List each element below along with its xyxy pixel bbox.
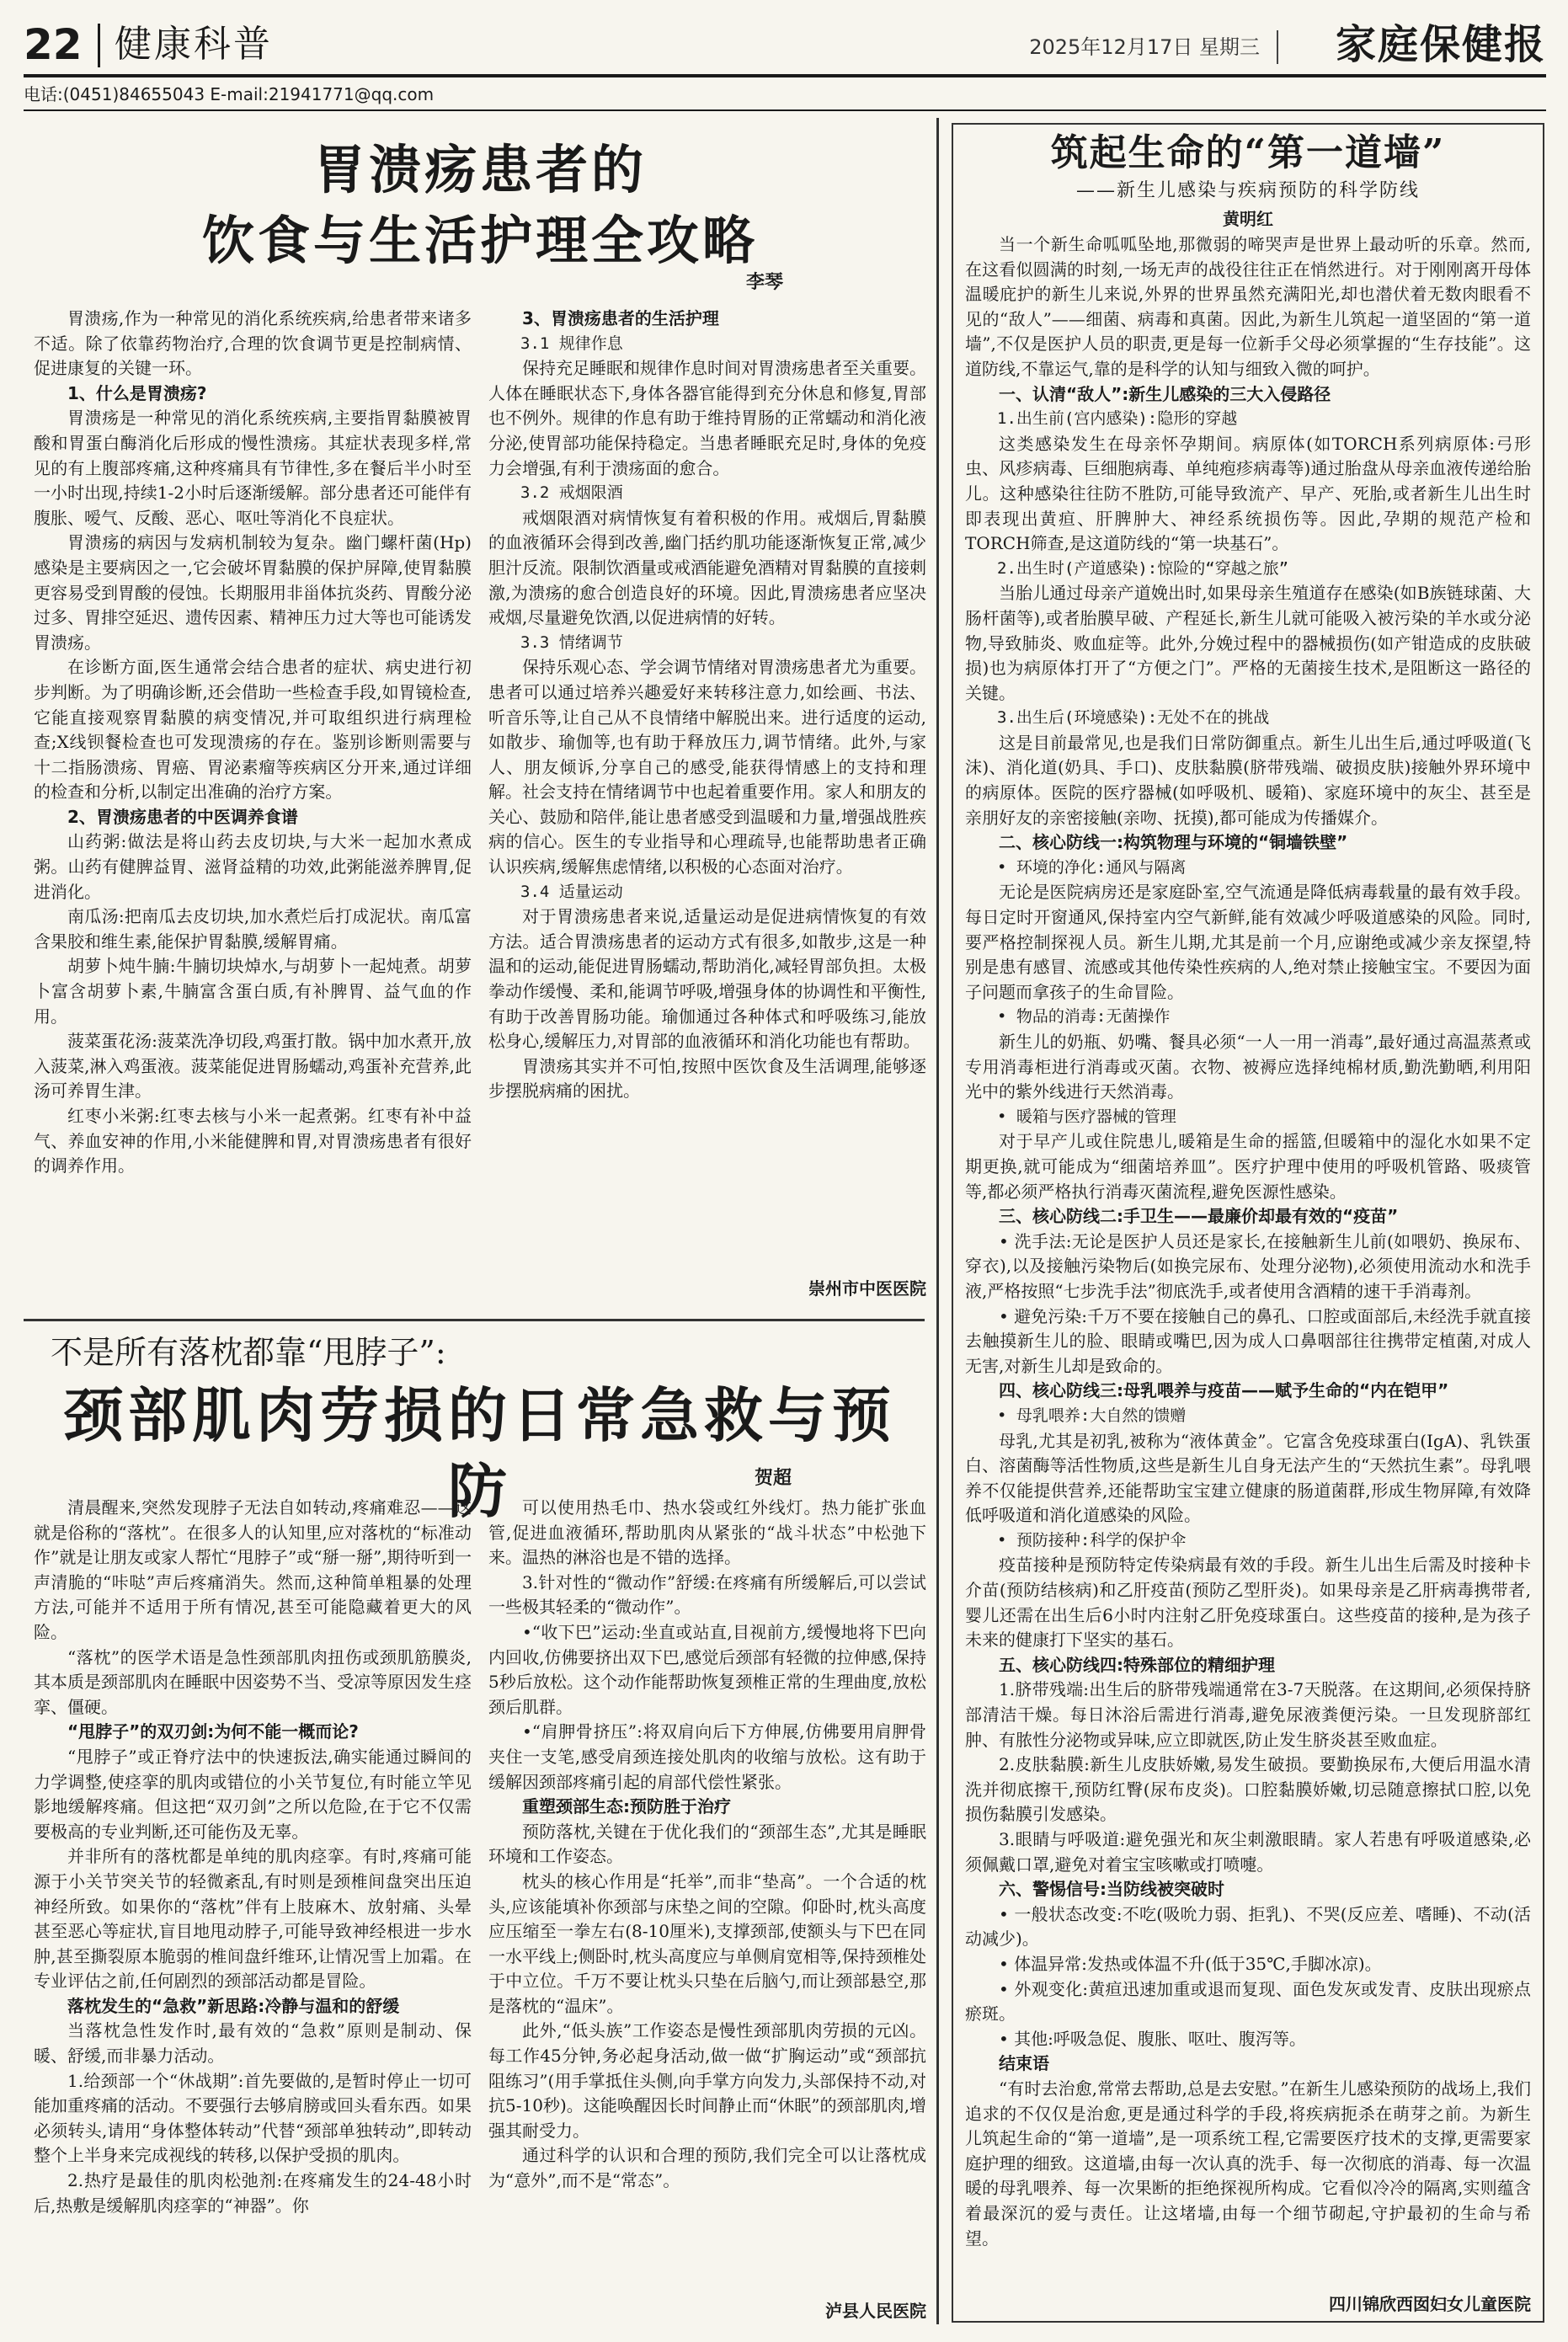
paragraph: 这是目前最常见,也是我们日常防御重点。新生儿出生后,通过呼吸道(飞沫)、消化道(奶具、手口)、皮肤黏膜(脐带残端、破损皮肤)接触外界环境中的病原体。医院的医疗器械(如呼吸机、暖箱)、家庭环境中的灰尘、甚至是亲朋好友的亲密接触(亲吻、抚摸),都可能成为传播媒介。 <box>965 732 1531 828</box>
paragraph: • 洗手法:无论是医护人员还是家长,在接触新生儿前(如喂奶、换尿布、穿衣),以及接触污染物后(如换完尿布、处理分泌物),必须使用流动水和洗手液,严格按照“七步洗手法”彻底洗手,或者使用含酒精的速干手消毒剂。 <box>965 1230 1531 1301</box>
paragraph: 1.给颈部一个“休战期”:首先要做的,是暂时停止一切可能加重疼痛的活动。不要强行去够肩膀或回头看东西。如果必须转头,请用“身体整体转动”代替“颈部单独转动”,即转动整个上半身来完成视线的转移,以保护受损的肌肉。 <box>34 2070 472 2166</box>
subheading: 2、胃溃疡患者的中医调养食谱 <box>67 806 298 827</box>
article1-author: 李琴 <box>745 272 783 293</box>
subheading: “甩脖子”的双刃剑:为何不能一概而论? <box>67 1721 359 1742</box>
paragraph: • 一般状态改变:不吃(吸吮力弱、拒乳)、不哭(反应差、嗜睡)、不动(活动减少)。 <box>965 1903 1531 1950</box>
paragraph: 对于胃溃疡患者来说,适量运动是促进病情恢复的有效方法。适合胃溃疡患者的运动方式有很多,如散步,这是一种温和的运动,能促进胃肠蠕动,帮助消化,减轻胃部负担。太极拳动作缓慢、柔和,能调节呼吸,增强身体的协调性和平衡性,有助于改善胃肠功能。瑜伽通过各种体式和呼吸练习,能放松身心,缓解压力,对胃部的血液循环和消化功能也有帮助。 <box>488 906 926 1052</box>
minor-heading: 3.3 情绪调节 <box>520 632 623 652</box>
article2-author: 贺超 <box>754 1468 792 1489</box>
paragraph: 母乳,尤其是初乳,被称为“液体黄金”。它富含免疫球蛋白(IgA)、乳铁蛋白、溶菌酶等活性物质,这些是新生儿自身无法产生的“天然抗生素”。母乳喂养不仅能提供营养,还能帮助宝宝建立健康的肠道菌群,形成生物屏障,有效降低呼吸道和消化道感染的风险。 <box>965 1430 1531 1526</box>
paragraph: 此外,“低头族”工作姿态是慢性颈部肌肉劳损的元凶。每工作45分钟,务必起身活动,做一做“扩胸运动”或“颈部抗阻练习”(用手掌抵住头侧,向手掌方向发力,头部保持不动,对抗5-10秒)。这能唤醒因长时间静止而“休眠”的颈部肌肉,增强其耐受力。 <box>488 2020 926 2141</box>
paragraph: 胃溃疡是一种常见的消化系统疾病,主要指胃黏膜被胃酸和胃蛋白酶消化后形成的慢性溃疡。其症状表现多样,常见的有上腹部疼痛,这种疼痛具有节律性,多在餐后半小时至一小时出现,持续1-2小时后逐渐缓解。部分患者还可能伴有腹胀、嗳气、反酸、恶心、呕吐等消化不良症状。 <box>34 408 472 528</box>
subheading: 三、核心防线二:手卫生——最廉价却最有效的“疫苗” <box>999 1206 1399 1227</box>
paragraph: 2.皮肤黏膜:新生儿皮肤娇嫩,易发生破损。要勤换尿布,大便后用温水清洗并彻底擦干,预防红臀(尿布皮炎)。口腔黏膜娇嫩,切忌随意擦拭口腔,以免损伤黏膜引发感染。 <box>965 1754 1531 1825</box>
paragraph: 菠菜蛋花汤:菠菜洗净切段,鸡蛋打散。锅中加水煮开,放入菠菜,淋入鸡蛋液。菠菜能促进胃肠蠕动,鸡蛋补充营养,此汤可养胃生津。 <box>34 1031 472 1102</box>
paragraph: •“收下巴”运动:坐直或站直,目视前方,缓慢地将下巴向内回收,仿佛要挤出双下巴,感觉后颈部有轻微的拉伸感,保持5秒后放松。这个动作能帮助恢复颈椎正常的生理曲度,放松颈后肌群。 <box>488 1621 926 1717</box>
article1-title <box>135 135 825 276</box>
paragraph: 戒烟限酒对病情恢复有着积极的作用。戒烟后,胃黏膜的血液循环会得到改善,幽门括约肌功能逐渐恢复正常,减少胆汁反流。限制饮酒量或戒酒能避免酒精对胃黏膜的直接刺激,为溃疡的愈合创造良好的环境。因此,胃溃疡患者应坚决戒烟,尽量避免饮酒,以促进病情的好转。 <box>488 507 926 628</box>
paragraph: 2.热疗是最佳的肌肉松弛剂:在疼痛发生的24-48小时后,热敷是缓解肌肉痉挛的“神器”。你 <box>34 2170 472 2216</box>
paragraph: 保持充足睡眠和规律作息时间对胃溃疡患者至关重要。人体在睡眠状态下,身体各器官能得到充分休息和修复,胃部也不例外。规律的作息有助于维持胃肠的正常蠕动和消化液分泌,使胃部功能保持稳定。当患者睡眠充足时,身体的免疫力会增强,有利于溃疡面的愈合。 <box>488 358 926 478</box>
subheading: 六、警惕信号:当防线被突破时 <box>999 1879 1224 1900</box>
subheading: 五、核心防线四:特殊部位的精细护理 <box>999 1654 1275 1675</box>
paragraph: 并非所有的落枕都是单纯的肌肉痉挛。有时,疼痛可能源于小关节突关节的轻微紊乱,有时则是颈椎间盘突出压迫神经所致。如果你的“落枕”伴有上肢麻木、放射痛、头晕甚至恶心等症状,盲目地甩动脖子,可能导致神经根进一步水肿,甚至撕裂原本脆弱的椎间盘纤维环,让情况雪上加霜。在专业评估之前,任何剧烈的颈部活动都是冒险。 <box>34 1846 472 1992</box>
article2-signature: 泸县人民医院 <box>825 2301 926 2321</box>
subheading: 结束语 <box>999 2053 1049 2074</box>
paragraph: 胃溃疡其实并不可怕,按照中医饮食及生活调理,能够逐步摆脱病痛的困扰。 <box>488 1055 926 1102</box>
paragraph: • 其他:呼吸急促、腹胀、呕吐、腹泻等。 <box>999 2028 1306 2049</box>
paragraph: 红枣小米粥:红枣去核与小米一起煮粥。红枣有补中益气、养血安神的作用,小米能健脾和胃,对胃溃疡患者有很好的调养作用。 <box>34 1106 472 1176</box>
paragraph: • 避免污染:千万不要在接触自己的鼻孔、口腔或面部后,未经洗手就直接去触摸新生儿的脸、眼睛或嘴巴,因为成人口鼻咽部往往携带定植菌,对成人无害,对新生儿却是致命的。 <box>965 1305 1531 1376</box>
paragraph: “落枕”的医学术语是急性颈部肌肉扭伤或颈肌筋膜炎,其本质是颈部肌肉在睡眠中因姿势不当、受凉等原因发生痉挛、僵硬。 <box>34 1646 472 1717</box>
paragraph: 当一个新生命呱呱坠地,那微弱的啼哭声是世界上最动听的乐章。然而,在这看似圆满的时刻,一场无声的战役往往正在悄然进行。对于刚刚离开母体温暖庇护的新生儿来说,外界的世界虽然充满阳光,却也潜伏着无数肉眼看不见的“敌人”——细菌、病毒和真菌。因此,为新生儿筑起一道坚固的“第一道墙”,不仅是医护人员的职责,更是每一位新手父母必须掌握的“生存技能”。这道防线,不靠运气,靠的是科学的认知与细致入微的呵护。 <box>965 234 1531 379</box>
article1-signature: 崇州市中医医院 <box>808 1278 926 1299</box>
header-rule <box>24 74 1546 77</box>
page-number: 22 <box>24 20 83 69</box>
article3-subtitle: ——新生儿感染与疾病预防的科学防线 <box>1075 180 1420 201</box>
minor-heading: • 环境的净化:通风与隔离 <box>997 857 1187 877</box>
header-divider <box>98 24 100 67</box>
paragraph: • 体温异常:发热或体温不升(低于35℃,手脚冰凉)。 <box>999 1953 1382 1974</box>
paragraph: 3.眼睛与呼吸道:避免强光和灰尘刺激眼睛。家人若患有呼吸道感染,必须佩戴口罩,避免对着宝宝咳嗽或打喷嚏。 <box>965 1829 1531 1875</box>
subheading: 重塑颈部生态:预防胜于治疗 <box>522 1796 731 1817</box>
paragraph: 清晨醒来,突然发现脖子无法自如转动,疼痛难忍——这就是俗称的“落枕”。在很多人的认知里,应对落枕的“标准动作”就是让朋友或家人帮忙“甩脖子”或“掰一掰”,期待听到一声清脆的“咔哒”声后疼痛消失。然而,这种简单粗暴的处理方法,可能并不适用于所有情况,甚至可能隐藏着更大的风险。 <box>34 1497 472 1642</box>
minor-heading: 3.出生后(环境感染):无处不在的挑战 <box>997 708 1270 728</box>
article1-column-1 <box>34 307 472 1309</box>
paragraph: 新生儿的奶瓶、奶嘴、餐具必须“一人一用一消毒”,最好通过高温蒸煮或专用消毒柜进行消毒或灭菌。衣物、被褥应选择纯棉材质,勤洗勤晒,利用阳光中的紫外线进行天然消毒。 <box>965 1032 1531 1102</box>
newspaper-name: 家庭保健报 <box>1335 21 1546 68</box>
subheading: 二、核心防线一:构筑物理与环境的“铜墙铁壁” <box>999 832 1348 853</box>
article2-kicker: 不是所有落枕都靠“甩脖子”: <box>51 1334 446 1371</box>
minor-heading: • 预防接种:科学的保护伞 <box>997 1530 1187 1550</box>
minor-heading: • 物品的消毒:无菌操作 <box>997 1007 1171 1027</box>
paragraph: 当胎儿通过母亲产道娩出时,如果母亲生殖道存在感染(如B族链球菌、大肠杆菌等),或者胎膜早破、产程延长,新生儿就可能吸入被污染的羊水或分泌物,导致肺炎、败血症等。此外,分娩过程中的器械损伤(如产钳造成的皮肤破损)也为病原体打开了“方便之门”。严格的无菌接生技术,是阻断这一路径的关键。 <box>965 583 1531 703</box>
paragraph: 胃溃疡的病因与发病机制较为复杂。幽门螺杆菌(Hp)感染是主要病因之一,它会破坏胃黏膜的保护屏障,使胃黏膜更容易受到胃酸的侵蚀。长期服用非甾体抗炎药、胃酸分泌过多、胃排空延迟、遗传因素、精神压力过大等也可能诱发胃溃疡。 <box>34 532 472 653</box>
article2-title: 颈部肌肉劳损的日常急救与预防 <box>64 1380 896 1526</box>
paragraph: 通过科学的认识和合理的预防,我们完全可以让落枕成为“意外”,而不是“常态”。 <box>488 2145 926 2191</box>
paragraph: 枕头的核心作用是“托举”,而非“垫高”。一个合适的枕头,应该能填补你颈部与床垫之间的空隙。仰卧时,枕头高度应压缩至一拳左右(8-10厘米),支撑颈部,使额头与下巴在同一水平线上;侧卧时,枕头高度应与单侧肩宽相等,保持颈椎处于中立位。千万不要让枕头只垫在后脑勺,而让颈部悬空,那是落枕的“温床”。 <box>488 1870 926 2016</box>
minor-heading: 3.1 规律作息 <box>520 333 623 353</box>
paragraph: 对于早产儿或住院患儿,暖箱是生命的摇篮,但暖箱中的湿化水如果不定期更换,就可能成为“细菌培养皿”。医疗护理中使用的呼吸机管路、吸痰管等,都必须严格执行消毒灭菌流程,避免医源性感染。 <box>965 1131 1531 1202</box>
paragraph: 无论是医院病房还是家庭卧室,空气流通是降低病毒载量的最有效手段。每日定时开窗通风,保持室内空气新鲜,能有效减少呼吸道感染的风险。同时,要严格控制探视人员。新生儿期,尤其是前一个月,应谢绝或减少亲友探望,特别是患有感冒、流感或其他传染性疾病的人,绝对禁止接触宝宝。不要因为面子问题而拿孩子的生命冒险。 <box>965 882 1531 1002</box>
article3-author: 黄明红 <box>1223 209 1273 229</box>
article3-title: 筑起生命的“第一道墙” <box>1050 131 1446 174</box>
paragraph: 当落枕急性发作时,最有效的“急救”原则是制动、保暖、舒缓,而非暴力活动。 <box>34 2020 472 2067</box>
minor-heading: 2.出生时(产道感染):惊险的“穿越之旅” <box>997 558 1289 578</box>
issue-date: 2025年12月17日 星期三 <box>1029 35 1260 59</box>
article3-body <box>965 232 1531 2287</box>
paragraph: 3.针对性的“微动作”舒缓:在疼痛有所缓解后,可以尝试一些极其轻柔的“微动作”。 <box>488 1571 926 1618</box>
paragraph: 山药粥:做法是将山药去皮切块,与大米一起加水煮成粥。山药有健脾益胃、滋肾益精的功效,此粥能滋养脾胃,促进消化。 <box>34 831 472 902</box>
article2-column-2 <box>488 1496 926 2296</box>
paragraph: 南瓜汤:把南瓜去皮切块,加水煮烂后打成泥状。南瓜富含果胶和维生素,能保护胃黏膜,缓解胃痛。 <box>34 906 472 952</box>
paragraph: 保持乐观心态、学会调节情绪对胃溃疡患者尤为重要。患者可以通过培养兴趣爱好来转移注意力,如绘画、书法、听音乐等,让自己从不良情绪中解脱出来。进行适度的运动,如散步、瑜伽等,也有助于释放压力,调节情绪。此外,与家人、朋友倾诉,分享自己的感受,能获得情感上的支持和理解。社会支持在情绪调节中也起着重要作用。家人和朋友的关心、鼓励和陪伴,能让患者感受到温暖和力量,增强战胜疾病的信心。医生的专业指导和心理疏导,也能帮助患者正确认识疾病,缓解焦虑情绪,以积极的心态面对治疗。 <box>488 657 926 878</box>
article1-title-line2: 饮食与生活护理全攻略 <box>201 210 758 271</box>
paragraph: 胃溃疡,作为一种常见的消化系统疾病,给患者带来诸多不适。除了依靠药物治疗,合理的饮食调节更是控制病情、促进康复的关键一环。 <box>34 308 472 379</box>
paragraph: “甩脖子”或正脊疗法中的快速扳法,确实能通过瞬间的力学调整,使痉挛的肌肉或错位的小关节复位,有时能立竿见影地缓解疼痛。但这把“双刃剑”之所以危险,在于它不仅需要极高的专业判断,还可能伤及无辜。 <box>34 1746 472 1842</box>
paragraph: • 外观变化:黄疸迅速加重或退而复现、面色发灰或发青、皮肤出现瘀点瘀斑。 <box>965 1978 1531 2025</box>
paragraph: 预防落枕,关键在于优化我们的“颈部生态”,尤其是睡眠环境和工作姿态。 <box>488 1821 926 1867</box>
subheading: 落枕发生的“急救”新思路:冷静与温和的舒缓 <box>67 1995 400 2016</box>
paragraph: 疫苗接种是预防特定传染病最有效的手段。新生儿出生后需及时接种卡介苗(预防结核病)和乙肝疫苗(预防乙型肝炎)。如果母亲是乙肝病毒携带者,婴儿还需在出生后6小时内注射乙肝免疫球蛋白。这些疫苗的接种,是为孩子未来的健康打下坚实的基石。 <box>965 1555 1531 1651</box>
subheading: 四、核心防线三:母乳喂养与疫苗——赋予生命的“内在铠甲” <box>999 1380 1449 1401</box>
paragraph: 胡萝卜炖牛腩:牛腩切块焯水,与胡萝卜一起炖煮。胡萝卜富含胡萝卜素,牛腩富含蛋白质,有补脾胃、益气血的作用。 <box>34 956 472 1027</box>
subheading: 3、胃溃疡患者的生活护理 <box>522 308 719 328</box>
article1-title-line1: 胃溃疡患者的 <box>312 139 647 200</box>
header-rule-thin <box>24 109 1546 111</box>
subheading: 1、什么是胃溃疡? <box>67 382 207 403</box>
article3-signature: 四川锦欣西囡妇女儿童医院 <box>1329 2294 1531 2314</box>
minor-heading: 3.4 适量运动 <box>520 882 623 901</box>
paragraph: “有时去治愈,常常去帮助,总是去安慰。”在新生儿感染预防的战场上,我们追求的不仅仅是治愈,更是通过科学的手段,将疾病扼杀在萌芽之前。为新生儿筑起生命的“第一道墙”,是一项系统工程,它需要医疗技术的支撑,更需要家庭护理的细致。这道墙,由每一次认真的洗手、每一次彻底的消毒、每一次温暖的母乳喂养、每一次果断的拒绝探视所构成。它看似冷冷的隔离,实则蕴含着最深沉的爱与责任。让这堵墙,由每一个细节砌起,守护最初的生命与希望。 <box>965 2078 1531 2249</box>
minor-heading: • 暖箱与医疗器械的管理 <box>997 1107 1176 1126</box>
article2-column-1 <box>34 1496 472 2329</box>
minor-heading: 3.2 戒烟限酒 <box>520 483 623 503</box>
contact-info: 电话:(0451)84655043 E-mail:21941771@qq.com <box>24 84 435 104</box>
article2-top-rule <box>24 1319 925 1321</box>
masthead <box>24 15 1546 74</box>
subheading: 一、认清“敌人”:新生儿感染的三大入侵路径 <box>999 383 1331 404</box>
paragraph: 1.脐带残端:出生后的脐带残端通常在3-7天脱落。在这期间,必须保持脐部清洁干燥。每日沐浴后需进行消毒,避免尿液粪便污染。一旦发现脐部红肿、有脓性分泌物或异味,应立即就医,防止发生脐炎甚至败血症。 <box>965 1679 1531 1750</box>
paragraph: •“肩胛骨挤压”:将双肩向后下方伸展,仿佛要用肩胛骨夹住一支笔,感受肩颈连接处肌肉的收缩与放松。这有助于缓解因颈部疼痛引起的肩部代偿性紧张。 <box>488 1721 926 1792</box>
column-separator <box>936 118 939 2324</box>
article1-column-2 <box>488 307 926 1275</box>
section-title: 健康科普 <box>115 23 273 66</box>
minor-heading: 1.出生前(宫内感染):隐形的穿越 <box>997 409 1238 429</box>
paragraph: 可以使用热毛巾、热水袋或红外线灯。热力能扩张血管,促进血液循环,帮助肌肉从紧张的“战斗状态”中松弛下来。温热的淋浴也是不错的选择。 <box>488 1497 926 1568</box>
date-divider <box>1277 30 1278 64</box>
paragraph: 在诊断方面,医生通常会结合患者的症状、病史进行初步判断。为了明确诊断,还会借助一些检查手段,如胃镜检查,它能直接观察胃黏膜的病变情况,并可取组织进行病理检查;X线钡餐检查也可发现溃疡的存在。鉴别诊断则需要与十二指肠溃疡、胃癌、胃泌素瘤等疾病区分开来,通过详细的检查和分析,以制定出准确的治疗方案。 <box>34 657 472 803</box>
paragraph: 这类感染发生在母亲怀孕期间。病原体(如TORCH系列病原体:弓形虫、风疹病毒、巨细胞病毒、单纯疱疹病毒等)通过胎盘从母亲血液传递给胎儿。这种感染往往防不胜防,可能导致流产、早产、死胎,或者新生儿出生时即表现出黄疸、肝脾肿大、神经系统损伤等。因此,孕期的规范产检和TORCH筛查,是这道防线的“第一块基石”。 <box>965 433 1531 554</box>
minor-heading: • 母乳喂养:大自然的馈赠 <box>997 1406 1187 1425</box>
